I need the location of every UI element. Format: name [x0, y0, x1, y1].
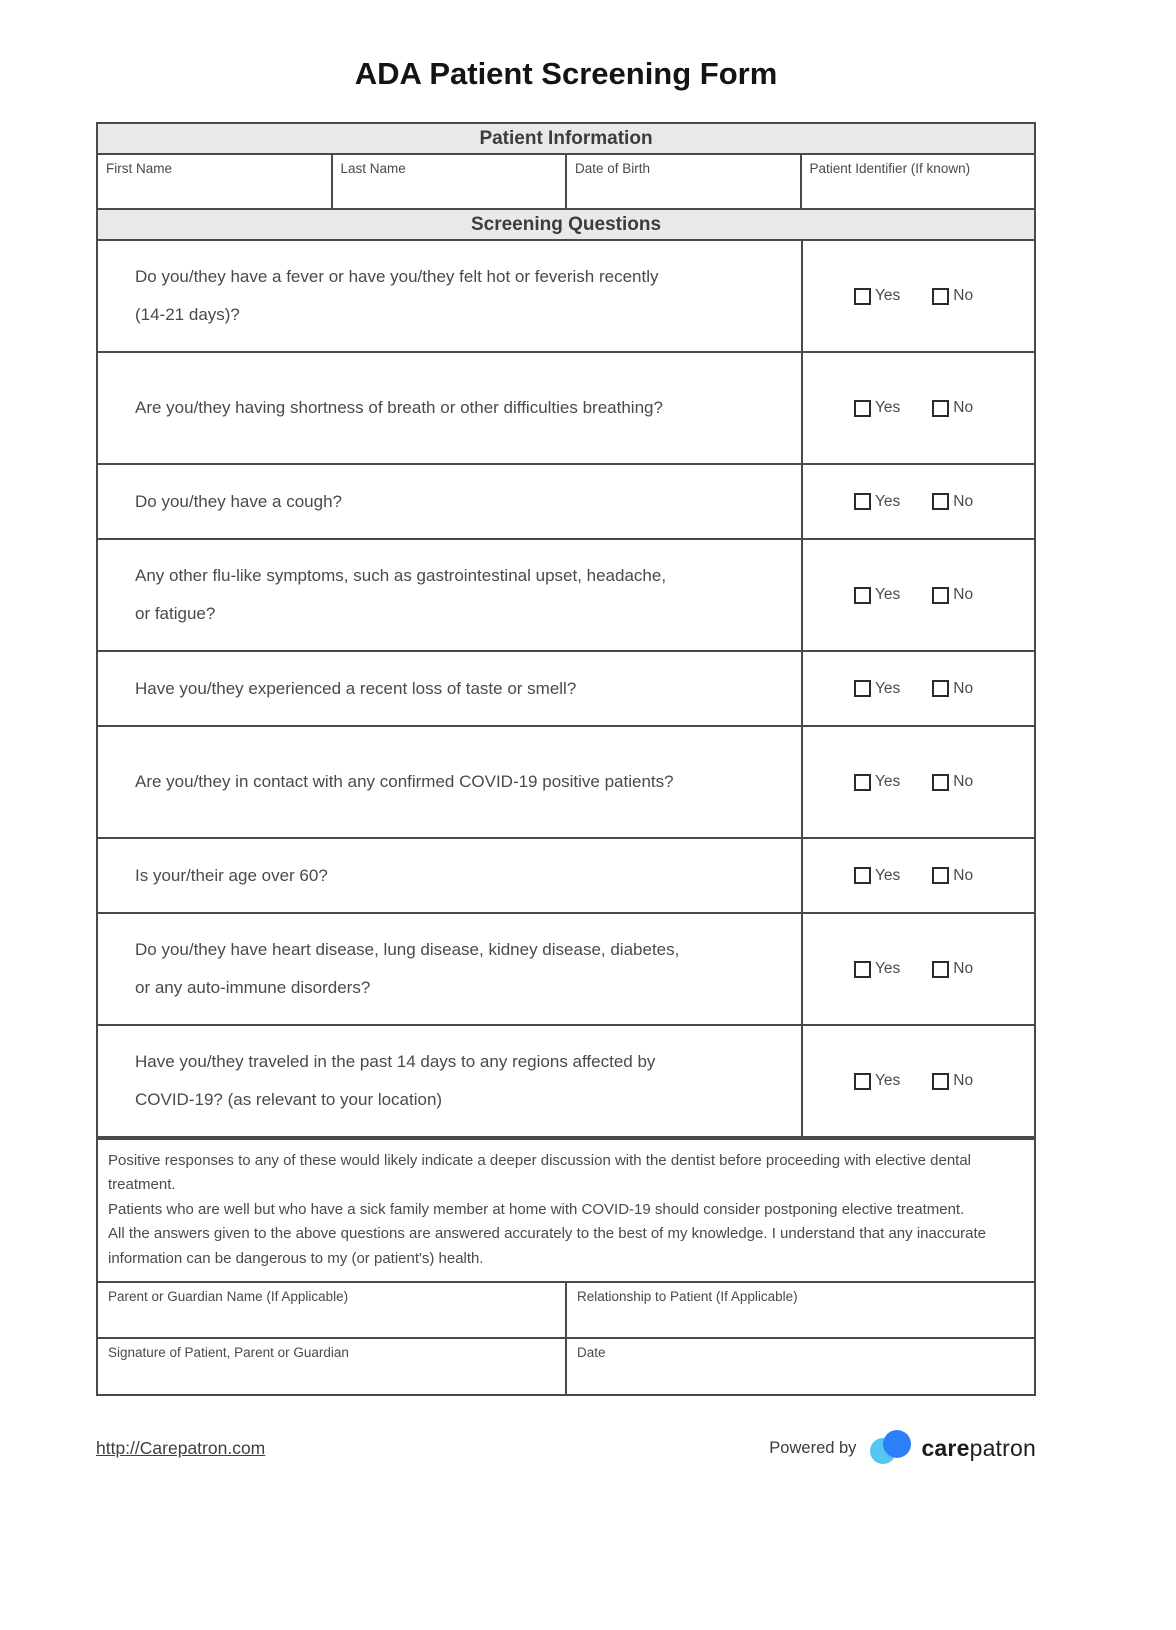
yes-option[interactable]: [854, 399, 900, 417]
question-text: Do you/they have heart disease, lung disease, kidney disease, diabetes, or any auto-immune disorders?: [135, 940, 680, 997]
question-row-breathing: [98, 353, 1034, 465]
no-option[interactable]: [932, 867, 973, 885]
yes-checkbox[interactable]: [854, 288, 871, 305]
carepatron-logo-icon: [868, 1428, 914, 1468]
question-text: Is your/their age over 60?: [135, 865, 328, 885]
powered-by-text: Powered by: [769, 1438, 857, 1457]
question-row-covid-contact: [98, 727, 1034, 839]
first-name-label: First Name: [106, 161, 173, 176]
no-option[interactable]: [932, 1072, 973, 1090]
page: [96, 0, 1036, 1468]
no-label: No: [953, 287, 974, 304]
question-text: Have you/they experienced a recent loss of taste or smell?: [135, 678, 577, 698]
relationship-label: Relationship to Patient (If Applicable): [577, 1289, 798, 1305]
disclaimer-notes: [98, 1138, 1034, 1283]
disclaimer-line: All the answers given to the above questions are answered accurately to the best of my knowledge. I understand that any inaccurate information can be dangerous to my (or patient's) health.: [108, 1225, 987, 1267]
question-answers: [801, 914, 1034, 1024]
question-row-age: [98, 839, 1034, 914]
patient-info-row: [98, 155, 1034, 210]
yes-checkbox[interactable]: [854, 774, 871, 791]
carepatron-brand: [868, 1428, 1036, 1468]
no-checkbox[interactable]: [932, 680, 949, 697]
relationship-field[interactable]: [567, 1283, 1034, 1337]
question-answers: [801, 465, 1034, 538]
yes-checkbox[interactable]: [854, 680, 871, 697]
guardian-row: [98, 1283, 1034, 1339]
carepatron-link[interactable]: http://Carepatron.com: [96, 1437, 266, 1458]
yes-label: Yes: [875, 492, 901, 510]
powered-by-group: [769, 1428, 1036, 1468]
signature-label: Signature of Patient, Parent or Guardian: [108, 1345, 349, 1361]
yes-checkbox[interactable]: [854, 867, 871, 884]
yes-checkbox[interactable]: [854, 400, 871, 417]
no-label: No: [953, 1072, 974, 1089]
no-label: No: [953, 960, 974, 977]
yes-option[interactable]: [854, 773, 900, 791]
question-answers: [801, 540, 1034, 650]
no-option[interactable]: [932, 493, 973, 511]
no-checkbox[interactable]: [932, 867, 949, 884]
no-checkbox[interactable]: [932, 493, 949, 510]
question-text: Do you/they have a cough?: [135, 491, 342, 511]
guardian-name-field[interactable]: [98, 1283, 567, 1337]
last-name-field[interactable]: [333, 155, 568, 208]
yes-label: Yes: [875, 287, 901, 304]
question-text: Have you/they traveled in the past 14 days to any regions affected by COVID-19? (as relevant to your location): [135, 1052, 656, 1109]
yes-checkbox[interactable]: [854, 961, 871, 978]
no-label: No: [953, 679, 974, 697]
question-row-conditions: [98, 914, 1034, 1026]
question-text: Any other flu-like symptoms, such as gastrointestinal upset, headache, or fatigue?: [135, 566, 667, 623]
page-title: ADA Patient Screening Form: [354, 56, 778, 91]
no-checkbox[interactable]: [932, 1073, 949, 1090]
yes-option[interactable]: [854, 680, 900, 698]
no-label: No: [953, 492, 974, 510]
yes-option[interactable]: [854, 586, 900, 604]
no-checkbox[interactable]: [932, 587, 949, 604]
question-text: Are you/they having shortness of breath or other difficulties breathing?: [135, 398, 663, 418]
no-label: No: [953, 773, 974, 790]
brand-care: care: [921, 1434, 970, 1461]
question-row-fever: [98, 241, 1034, 353]
question-answers: [801, 1026, 1034, 1136]
question-row-travel: [98, 1026, 1034, 1138]
guardian-name-label: Parent or Guardian Name (If Applicable): [108, 1289, 349, 1305]
disclaimer-line: Patients who are well but who have a sick family member at home with COVID-19 should consider postponing elective treatment.: [108, 1200, 965, 1218]
carepatron-wordmark: [921, 1435, 1036, 1462]
no-label: No: [953, 586, 974, 603]
brand-patron: patron: [969, 1434, 1036, 1461]
yes-option[interactable]: [854, 1072, 900, 1090]
date-field[interactable]: [567, 1339, 1034, 1394]
patient-information-header: Patient Information: [98, 124, 1034, 155]
no-checkbox[interactable]: [932, 961, 949, 978]
patient-identifier-field[interactable]: [802, 155, 1035, 208]
question-row-flu-symptoms: [98, 540, 1034, 652]
question-row-taste-smell: [98, 652, 1034, 727]
date-of-birth-label: Date of Birth: [575, 161, 651, 176]
signature-field[interactable]: [98, 1339, 567, 1394]
yes-option[interactable]: [854, 867, 900, 885]
yes-checkbox[interactable]: [854, 587, 871, 604]
screening-questions-header: Screening Questions: [98, 210, 1034, 241]
no-option[interactable]: [932, 287, 973, 305]
question-answers: [801, 839, 1034, 912]
no-label: No: [953, 399, 974, 416]
yes-option[interactable]: [854, 287, 900, 305]
no-option[interactable]: [932, 960, 973, 978]
yes-checkbox[interactable]: [854, 493, 871, 510]
question-row-cough: [98, 465, 1034, 540]
date-label: Date: [577, 1345, 606, 1361]
yes-label: Yes: [875, 399, 901, 416]
no-option[interactable]: [932, 399, 973, 417]
no-option[interactable]: [932, 773, 973, 791]
date-of-birth-field[interactable]: [567, 155, 802, 208]
question-answers: [801, 241, 1034, 351]
no-label: No: [953, 866, 974, 884]
yes-label: Yes: [875, 773, 901, 790]
no-checkbox[interactable]: [932, 774, 949, 791]
patient-identifier-label: Patient Identifier (If known): [809, 161, 971, 176]
yes-label: Yes: [875, 866, 901, 884]
yes-label: Yes: [875, 586, 901, 603]
yes-label: Yes: [875, 1072, 901, 1089]
no-checkbox[interactable]: [932, 400, 949, 417]
yes-option[interactable]: [854, 493, 900, 511]
question-text: Are you/they in contact with any confirmed COVID-19 positive patients?: [135, 772, 674, 792]
yes-option[interactable]: [854, 960, 900, 978]
last-name-label: Last Name: [340, 161, 406, 176]
question-text: Do you/they have a fever or have you/they felt hot or feverish recently (14-21 days)?: [135, 267, 659, 324]
yes-label: Yes: [875, 960, 901, 977]
disclaimer-line: Positive responses to any of these would likely indicate a deeper discussion with the dentist before proceeding with elective dental treatment.: [108, 1152, 972, 1194]
screening-form: [96, 122, 1036, 1396]
question-answers: [801, 652, 1034, 725]
no-option[interactable]: [932, 680, 973, 698]
yes-checkbox[interactable]: [854, 1073, 871, 1090]
first-name-field[interactable]: [98, 155, 333, 208]
signature-row: [98, 1339, 1034, 1394]
yes-label: Yes: [875, 679, 901, 697]
question-answers: [801, 353, 1034, 463]
no-checkbox[interactable]: [932, 288, 949, 305]
footer: [96, 1428, 1036, 1468]
no-option[interactable]: [932, 586, 973, 604]
question-answers: [801, 727, 1034, 837]
